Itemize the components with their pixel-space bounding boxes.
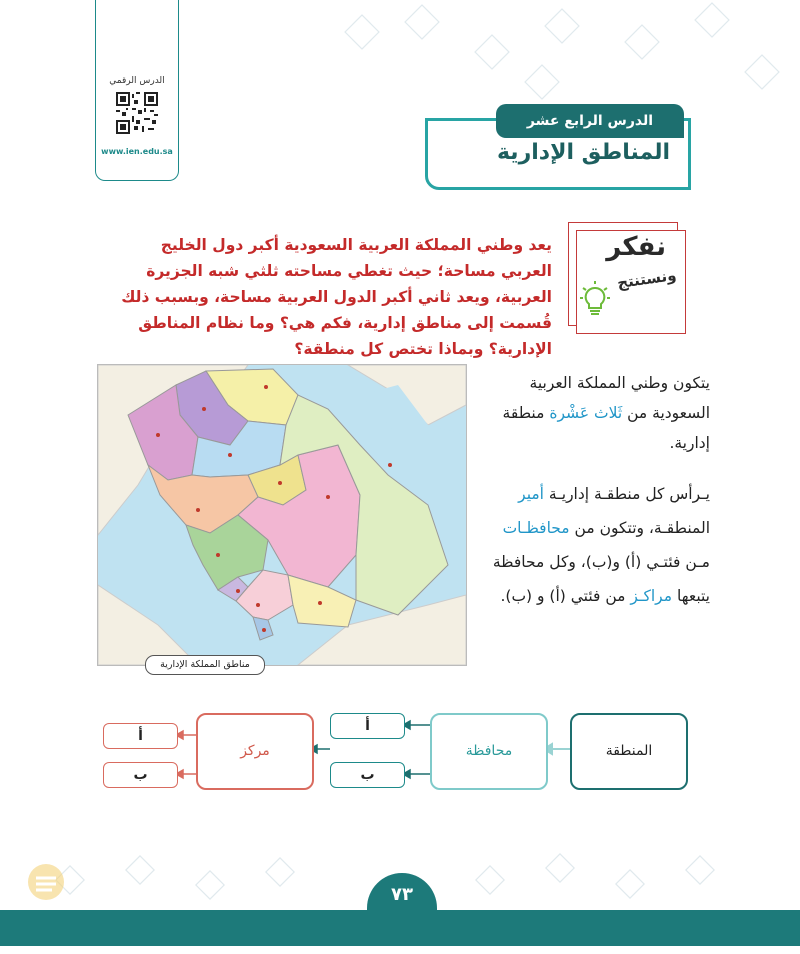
paragraph-text: من فئتي (أ) و (ب).	[500, 587, 631, 605]
center-category-b: ب	[103, 762, 178, 788]
think-question-text: يعد وطني المملكة العربية السعودية أكبر دول الخليج العربي مساحة؛ حيث تغطي مساحته ثلثي شبه الجزيرة العربية، ويعد ثاني أكبر الدول العربية مساحة، وبسبب ذلك قُسمت إلى مناطق إدارية، فكم هي؟ وما نظام المناطق الإدارية؟ وبماذا تختص كل منطقة؟	[121, 236, 552, 358]
paragraph-text: منطقة إدارية.	[502, 404, 710, 452]
paragraph-text: مـن فئتـي (أ) و(ب)، وكل محافظة يتبعها	[492, 553, 710, 605]
map-caption: مناطق المملكة الإدارية	[145, 655, 265, 675]
website-link[interactable]: www.ien.edu.sa	[101, 147, 173, 156]
footer-bar	[0, 910, 800, 946]
highlight-emir: أمير	[518, 485, 544, 503]
region-node: المنطقة	[570, 713, 688, 790]
page-number: ٧٣	[367, 873, 437, 913]
highlight-thirteen: ثَلاث عَشْرة	[549, 404, 623, 422]
governorate-category-a: أ	[330, 713, 405, 739]
center-category-a: أ	[103, 723, 178, 749]
center-node: مركز	[196, 713, 314, 790]
governorate-category-b: ب	[330, 762, 405, 788]
think-word: نفكر	[606, 232, 666, 262]
lesson-number-tag: الدرس الرابع عشر	[496, 104, 684, 138]
digital-lesson-label: الدرس الرقمي	[109, 76, 165, 86]
governorate-node: محافظة	[430, 713, 548, 790]
conclude-word: ونستنتج	[615, 265, 677, 293]
paragraph-text: المنطقـة، وتتكون من	[569, 519, 710, 537]
ministry-logo-icon	[22, 858, 70, 906]
paragraph-text: يـرأس كل منطقـة إداريـة	[543, 485, 710, 503]
highlight-centers: مراكـز	[630, 587, 673, 605]
paragraph-text: يتكون وطني المملكة العربية السعودية من	[529, 374, 710, 422]
highlight-governorates: محافظـات	[502, 519, 570, 537]
lesson-title: المناطق الإدارية	[496, 140, 670, 165]
